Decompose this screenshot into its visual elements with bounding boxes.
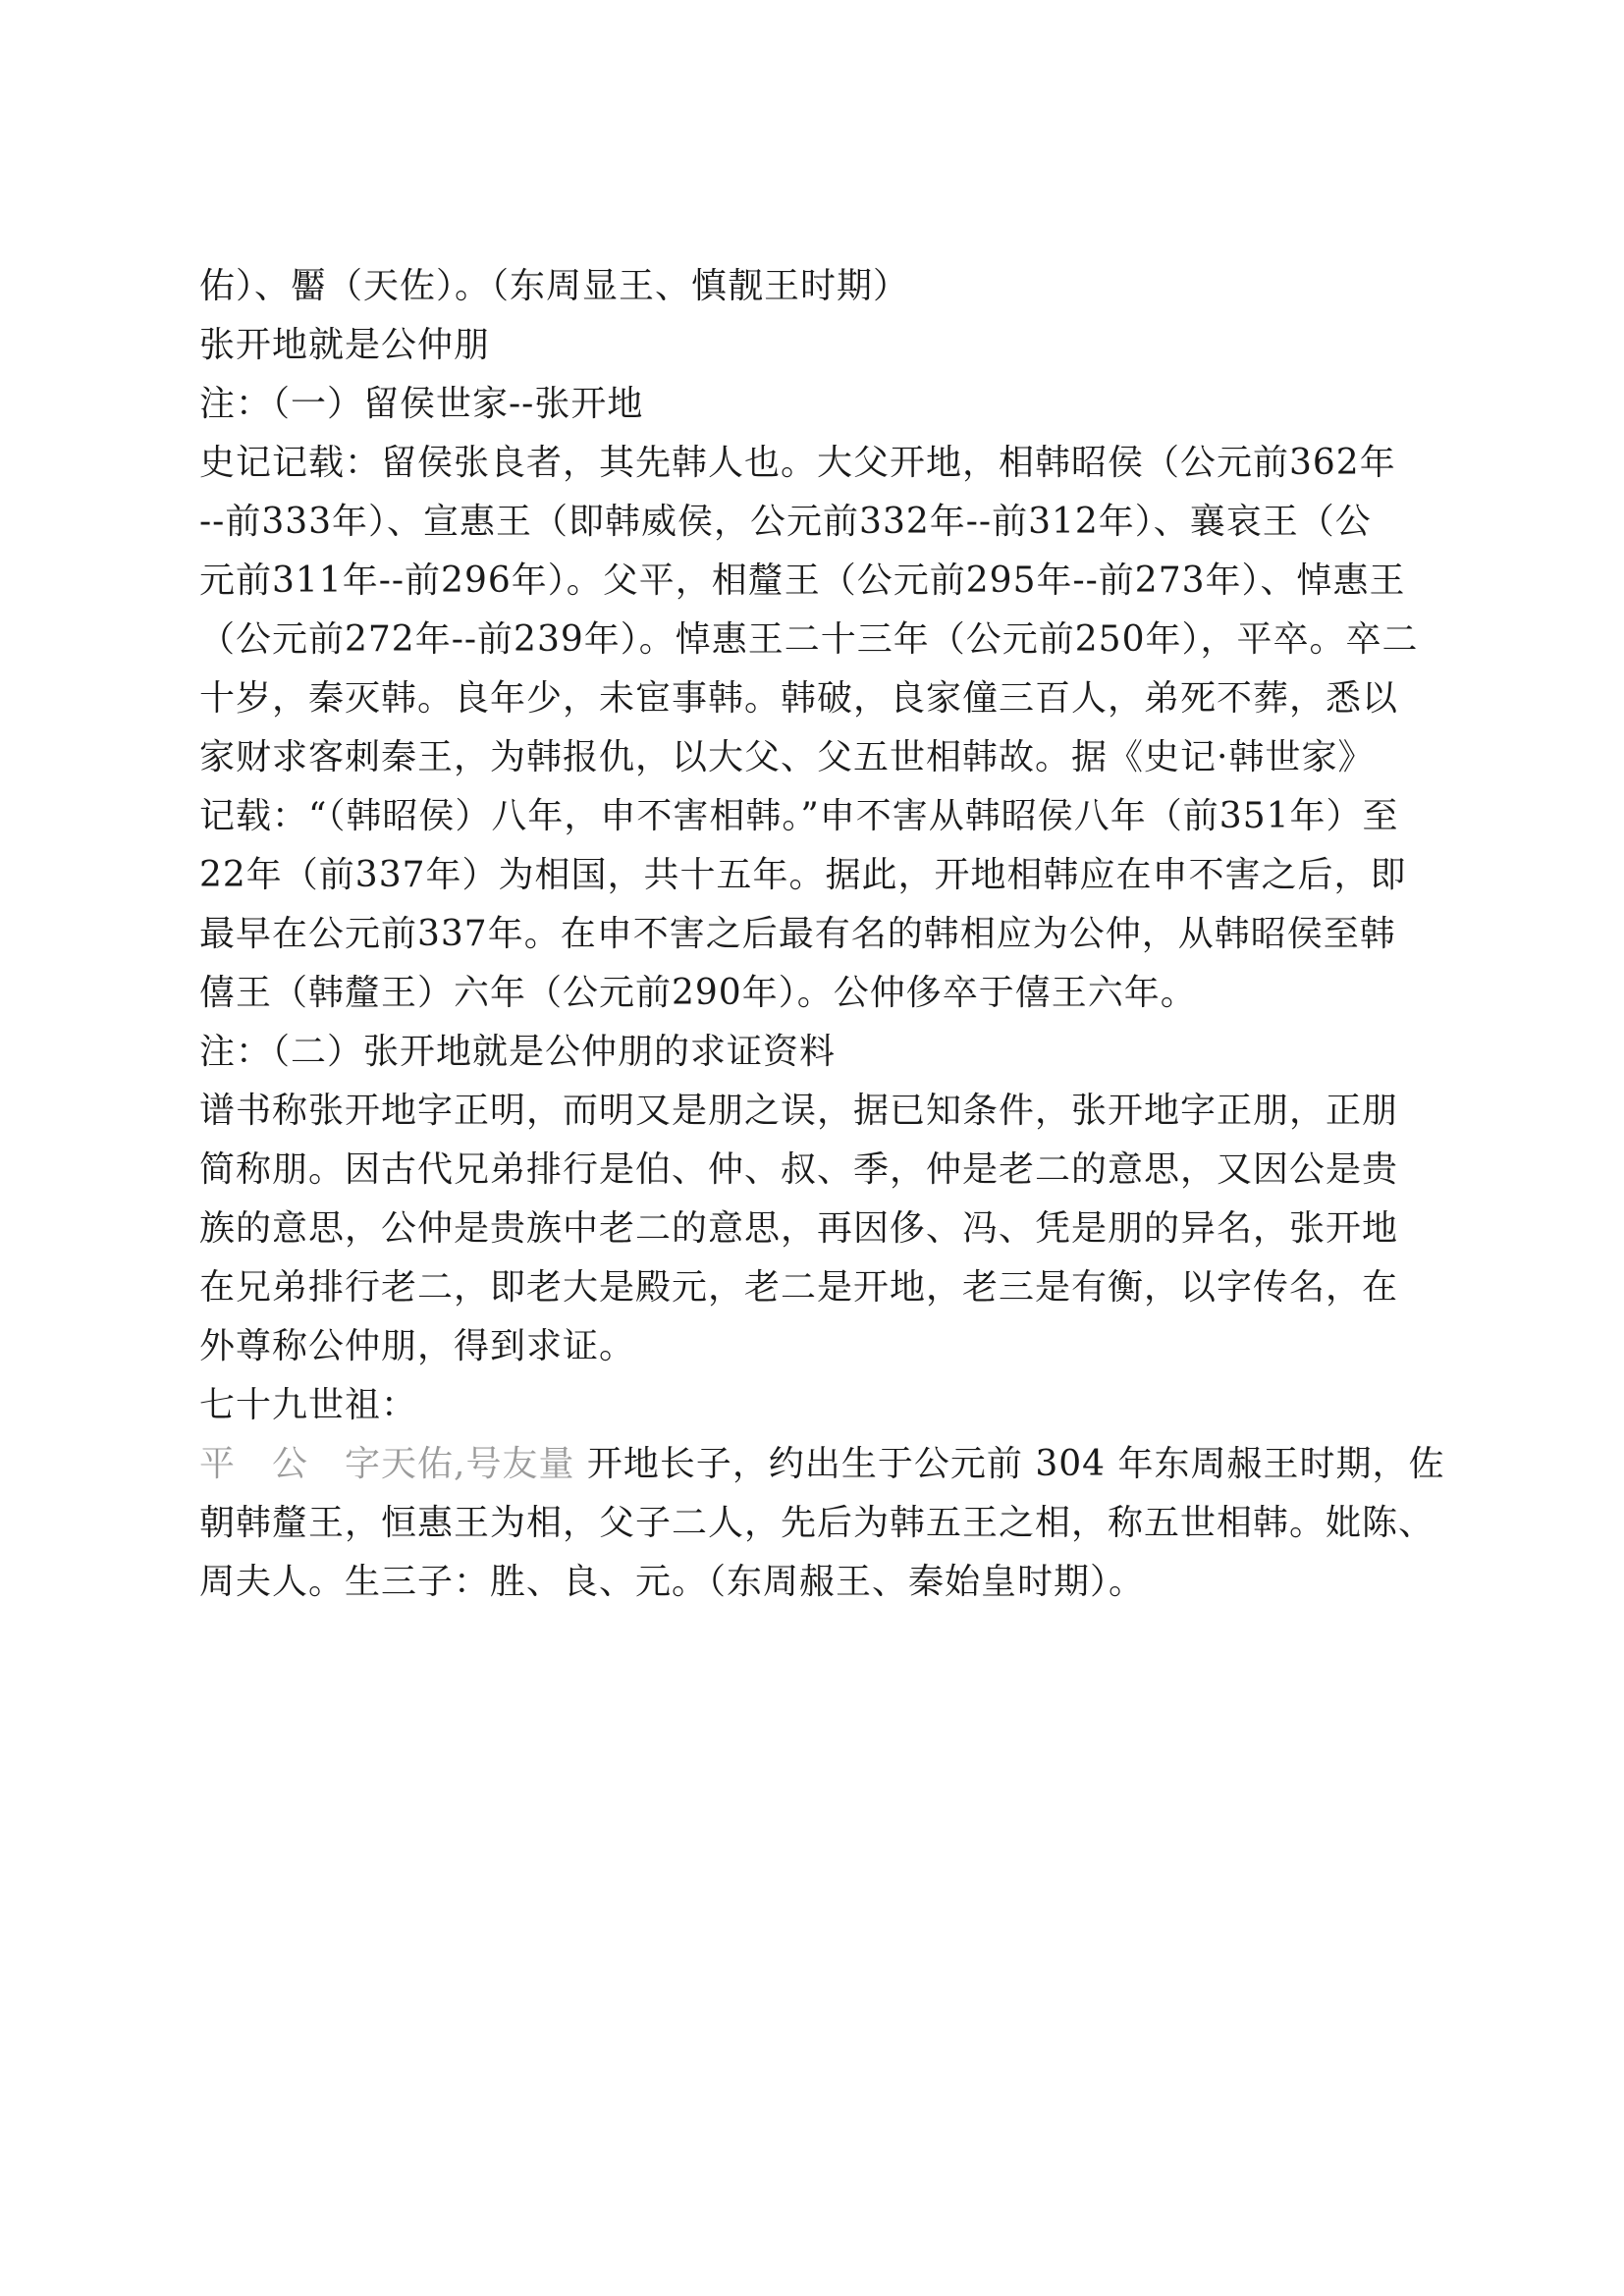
text-line: 张开地就是公仲朋 xyxy=(199,325,491,365)
text-line: 十岁，秦灭韩。良年少，未宦事韩。韩破，良家僮三百人，弟死不葬，悉以 xyxy=(199,678,1399,719)
text-line: --前333年）、宣惠王（即韩威侯，公元前332年--前312年）、襄哀王（公 xyxy=(199,502,1372,542)
text-line: 22年（前337年）为相国，共十五年。据此，开地相韩应在申不害之后，即 xyxy=(199,855,1407,895)
text-line: 最早在公元前337年。在申不害之后最有名的韩相应为公仲，从韩昭侯至韩 xyxy=(199,914,1396,954)
text-line: 史记记载：留侯张良者，其先韩人也。大父开地，相韩昭侯（公元前362年 xyxy=(199,443,1396,483)
text-line: 僖王（韩釐王）六年（公元前290年）。公仲侈卒于僖王六年。 xyxy=(199,973,1197,1013)
text-line: 佑）、靨（天佐）。（东周显王、慎靓王时期） xyxy=(199,266,910,306)
generation-heading: 七十九世祖： xyxy=(199,1385,418,1425)
note-heading: 注：（二）张开地就是公仲朋的求证资料 xyxy=(199,1032,837,1072)
genealogy-text-block xyxy=(199,257,1451,1612)
entry-first-line xyxy=(199,1435,1451,1494)
text-line: 外尊称公仲朋，得到求证。 xyxy=(199,1326,636,1366)
entry-line: 朝韩釐王，恒惠王为相，父子二人，先后为韩五王之相，称五世相韩。妣陈、 xyxy=(199,1503,1435,1543)
text-line: 简称朋。因古代兄弟排行是伯、仲、叔、季，仲是老二的意思，又因公是贵 xyxy=(199,1149,1399,1190)
text-line: （公元前272年--前239年）。悼惠王二十三年（公元前250年），平卒。卒二 xyxy=(199,619,1419,660)
text-line: 在兄弟排行老二，即老大是殿元，老二是开地，老三是有衡，以字传名，在 xyxy=(199,1267,1399,1308)
text-line: 元前311年--前296年）。父平，相釐王（公元前295年--前273年）、悼惠王 xyxy=(199,561,1406,601)
entry-line: 周夫人。生三子：胜、良、元。（东周赧王、秦始皇时期）。 xyxy=(199,1562,1146,1602)
text-line: 家财求客刺秦王，为韩报仇，以大父、父五世相韩故。据《史记·韩世家》 xyxy=(199,737,1375,777)
entry-name: 平 公 字天佑,号友量 xyxy=(199,1444,575,1484)
text-line: 谱书称张开地字正明，而明又是朋之误，据已知条件，张开地字正朋，正朋 xyxy=(199,1091,1399,1131)
entry-text: 开地长子，约出生于公元前 304 年东周赧王时期，佐 xyxy=(574,1444,1445,1484)
text-line: 记载：“（韩昭侯）八年，申不害相韩。”申不害从韩昭侯八年（前351年）至 xyxy=(199,796,1399,836)
note-heading: 注：（一）留侯世家--张开地 xyxy=(199,384,644,424)
text-line: 族的意思，公仲是贵族中老二的意思，再因侈、冯、凭是朋的异名，张开地 xyxy=(199,1208,1399,1249)
